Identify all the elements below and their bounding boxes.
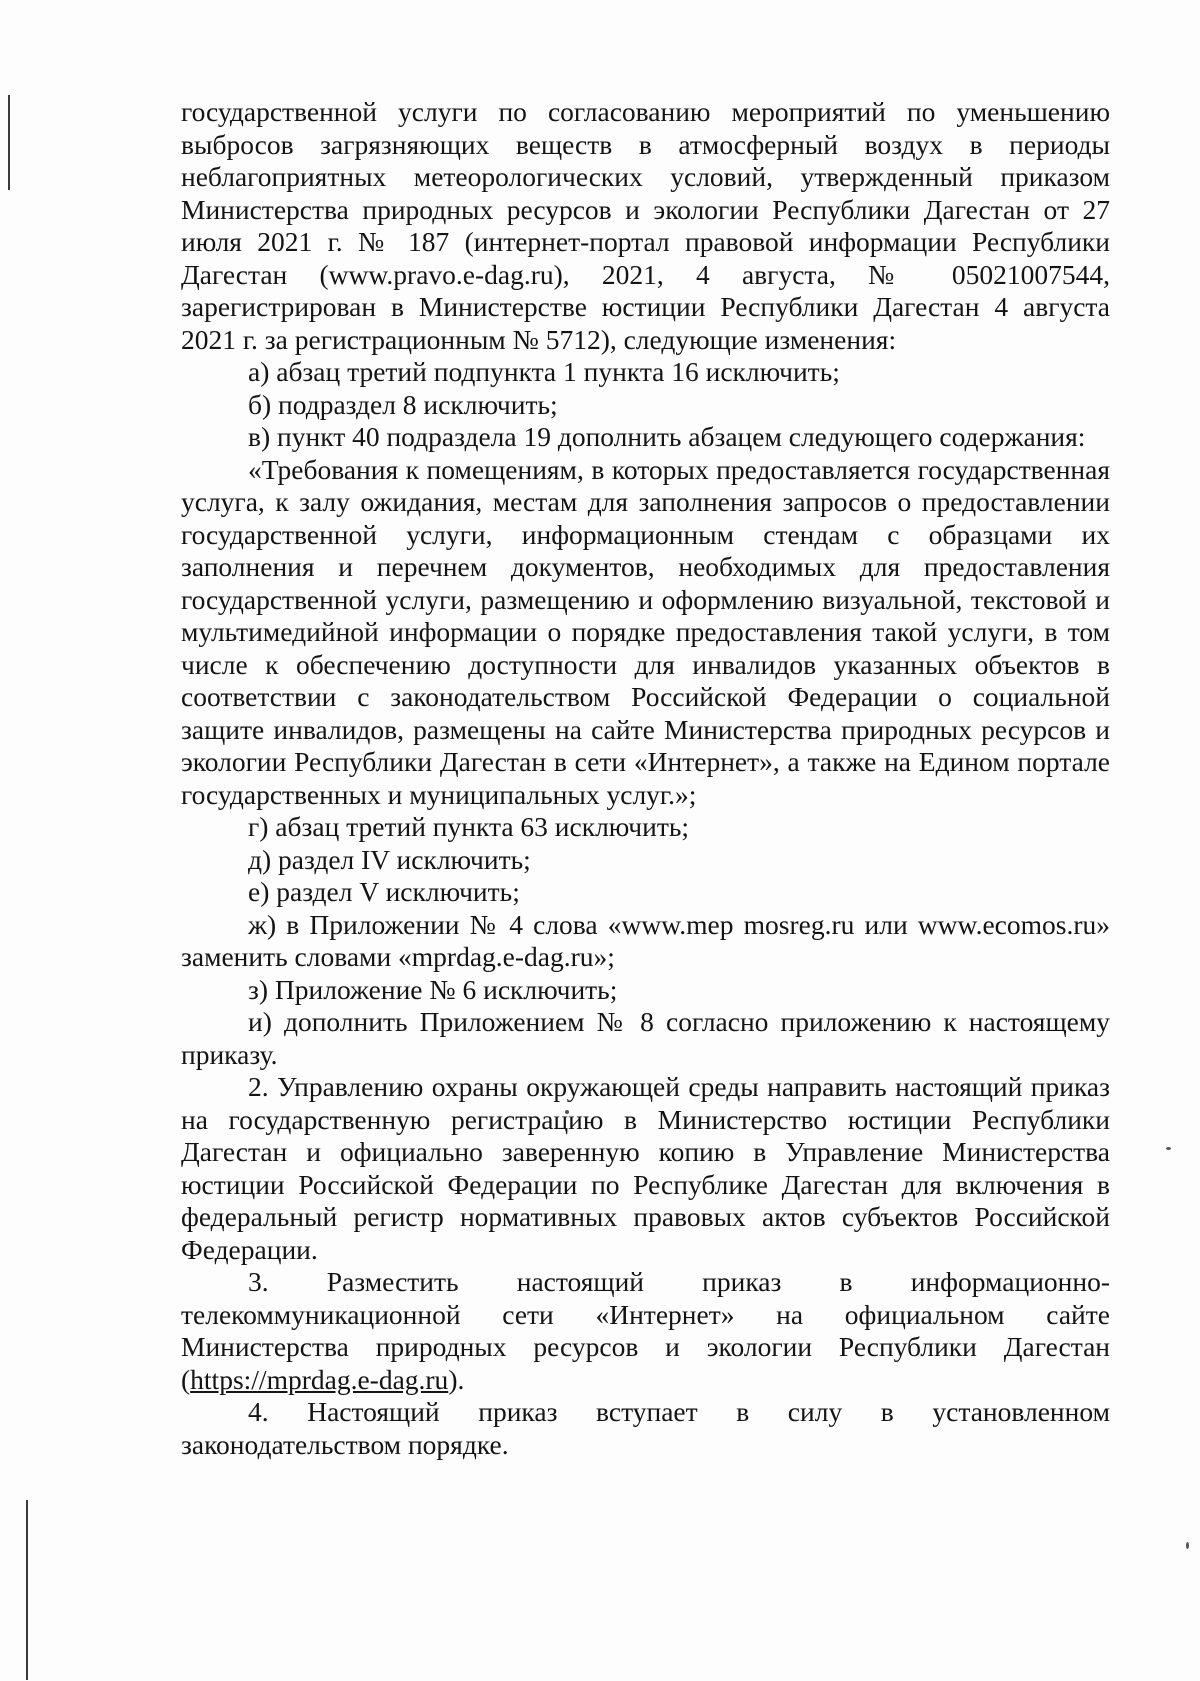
order-point-3-closing: ).: [448, 1363, 465, 1395]
scan-speck: [1186, 1542, 1189, 1549]
order-point-4: 4. Настоящий приказ вступает в силу в установленном законодательством порядке.: [181, 1396, 1110, 1460]
amendment-item-d: д) раздел IV исключить;: [248, 843, 531, 875]
order-point-3: [181, 1266, 1110, 1396]
quoted-requirements-paragraph: «Требования к помещениям, в которых предоставляется государственная услуга, к залу ожидания, местам для заполнения запросов о предоставлении государственной услуги, информационным стендам с образцами их заполнения и перечнем документов, необходимых для предоставления государственной услуги, размещению и оформлению визуальной, текстовой и мультимедийной информации о порядке предоставления такой услуги, в том числе к обеспечению доступности для инвалидов указанных объектов в соответствии с законодательством Российской Федерации о социальной защите инвалидов, размещены на сайте Министерства природных ресурсов и экологии Республики Дагестан в сети «Интернет», а также на Едином портале государственных и муниципальных услуг.»;: [181, 453, 1110, 810]
amendment-item-b: б) подраздел 8 исключить;: [248, 388, 558, 420]
amendment-item-i: и) дополнить Приложением № 8 согласно приложению к настоящему приказу.: [181, 1006, 1110, 1070]
order-point-3-text: 3. Разместить настоящий приказ в информационно-телекоммуникационной сети «Интернет» на официальном сайте Министерства природных ресурсов и экологии Республики Дагестан (: [181, 1266, 1110, 1395]
scan-edge-mark-bottom: [26, 1500, 28, 1680]
paragraph-intro: государственной услуги по согласованию мероприятий по уменьшению выбросов загрязняющих веществ в атмосферный воздух в периоды неблагоприятных метеорологических условий, утвержденный приказом Министерства природных ресурсов и экологии Республики Дагестан от 27 июля 2021 г. № 187 (интернет-портал правовой информации Республики Дагестан (www.pravo.e-dag.ru), 2021, 4 августа, № 05021007544, зарегистрирован в Министерстве юстиции Республики Дагестан 4 августа 2021 г. за регистрационным № 5712), следующие изменения:: [181, 96, 1110, 355]
amendment-item-zh: ж) в Приложении № 4 слова «www.mep mosreg.ru или www.ecomos.ru» заменить словами «mprdag.e-dag.ru»;: [181, 908, 1110, 972]
amendment-item-a: а) абзац третий подпункта 1 пункта 16 исключить;: [248, 356, 840, 387]
scan-edge-mark-top: [8, 95, 10, 190]
amendment-item-v: в) пункт 40 подраздела 19 дополнить абзацем следующего содержания:: [248, 421, 1086, 452]
document-body: [181, 96, 1110, 1461]
amendment-item-e: е) раздел V исключить;: [248, 876, 520, 907]
scan-speck: [1166, 1147, 1171, 1150]
amendment-item-z: з) Приложение № 6 исключить;: [248, 973, 618, 1005]
amendment-item-g: г) абзац третий пункта 63 исключить;: [248, 811, 690, 842]
ministry-website-link[interactable]: https://mprdag.e-dag.ru: [190, 1363, 449, 1395]
order-point-2: 2. Управлению охраны окружающей среды направить настоящий приказ на государственную регистрацию в Министерство юстиции Республики Дагестан и официально заверенную копию в Управление Министерства юстиции Российской Федерации по Республике Дагестан для включения в федеральный регистр нормативных правовых актов субъектов Российской Федерации.: [181, 1071, 1110, 1265]
